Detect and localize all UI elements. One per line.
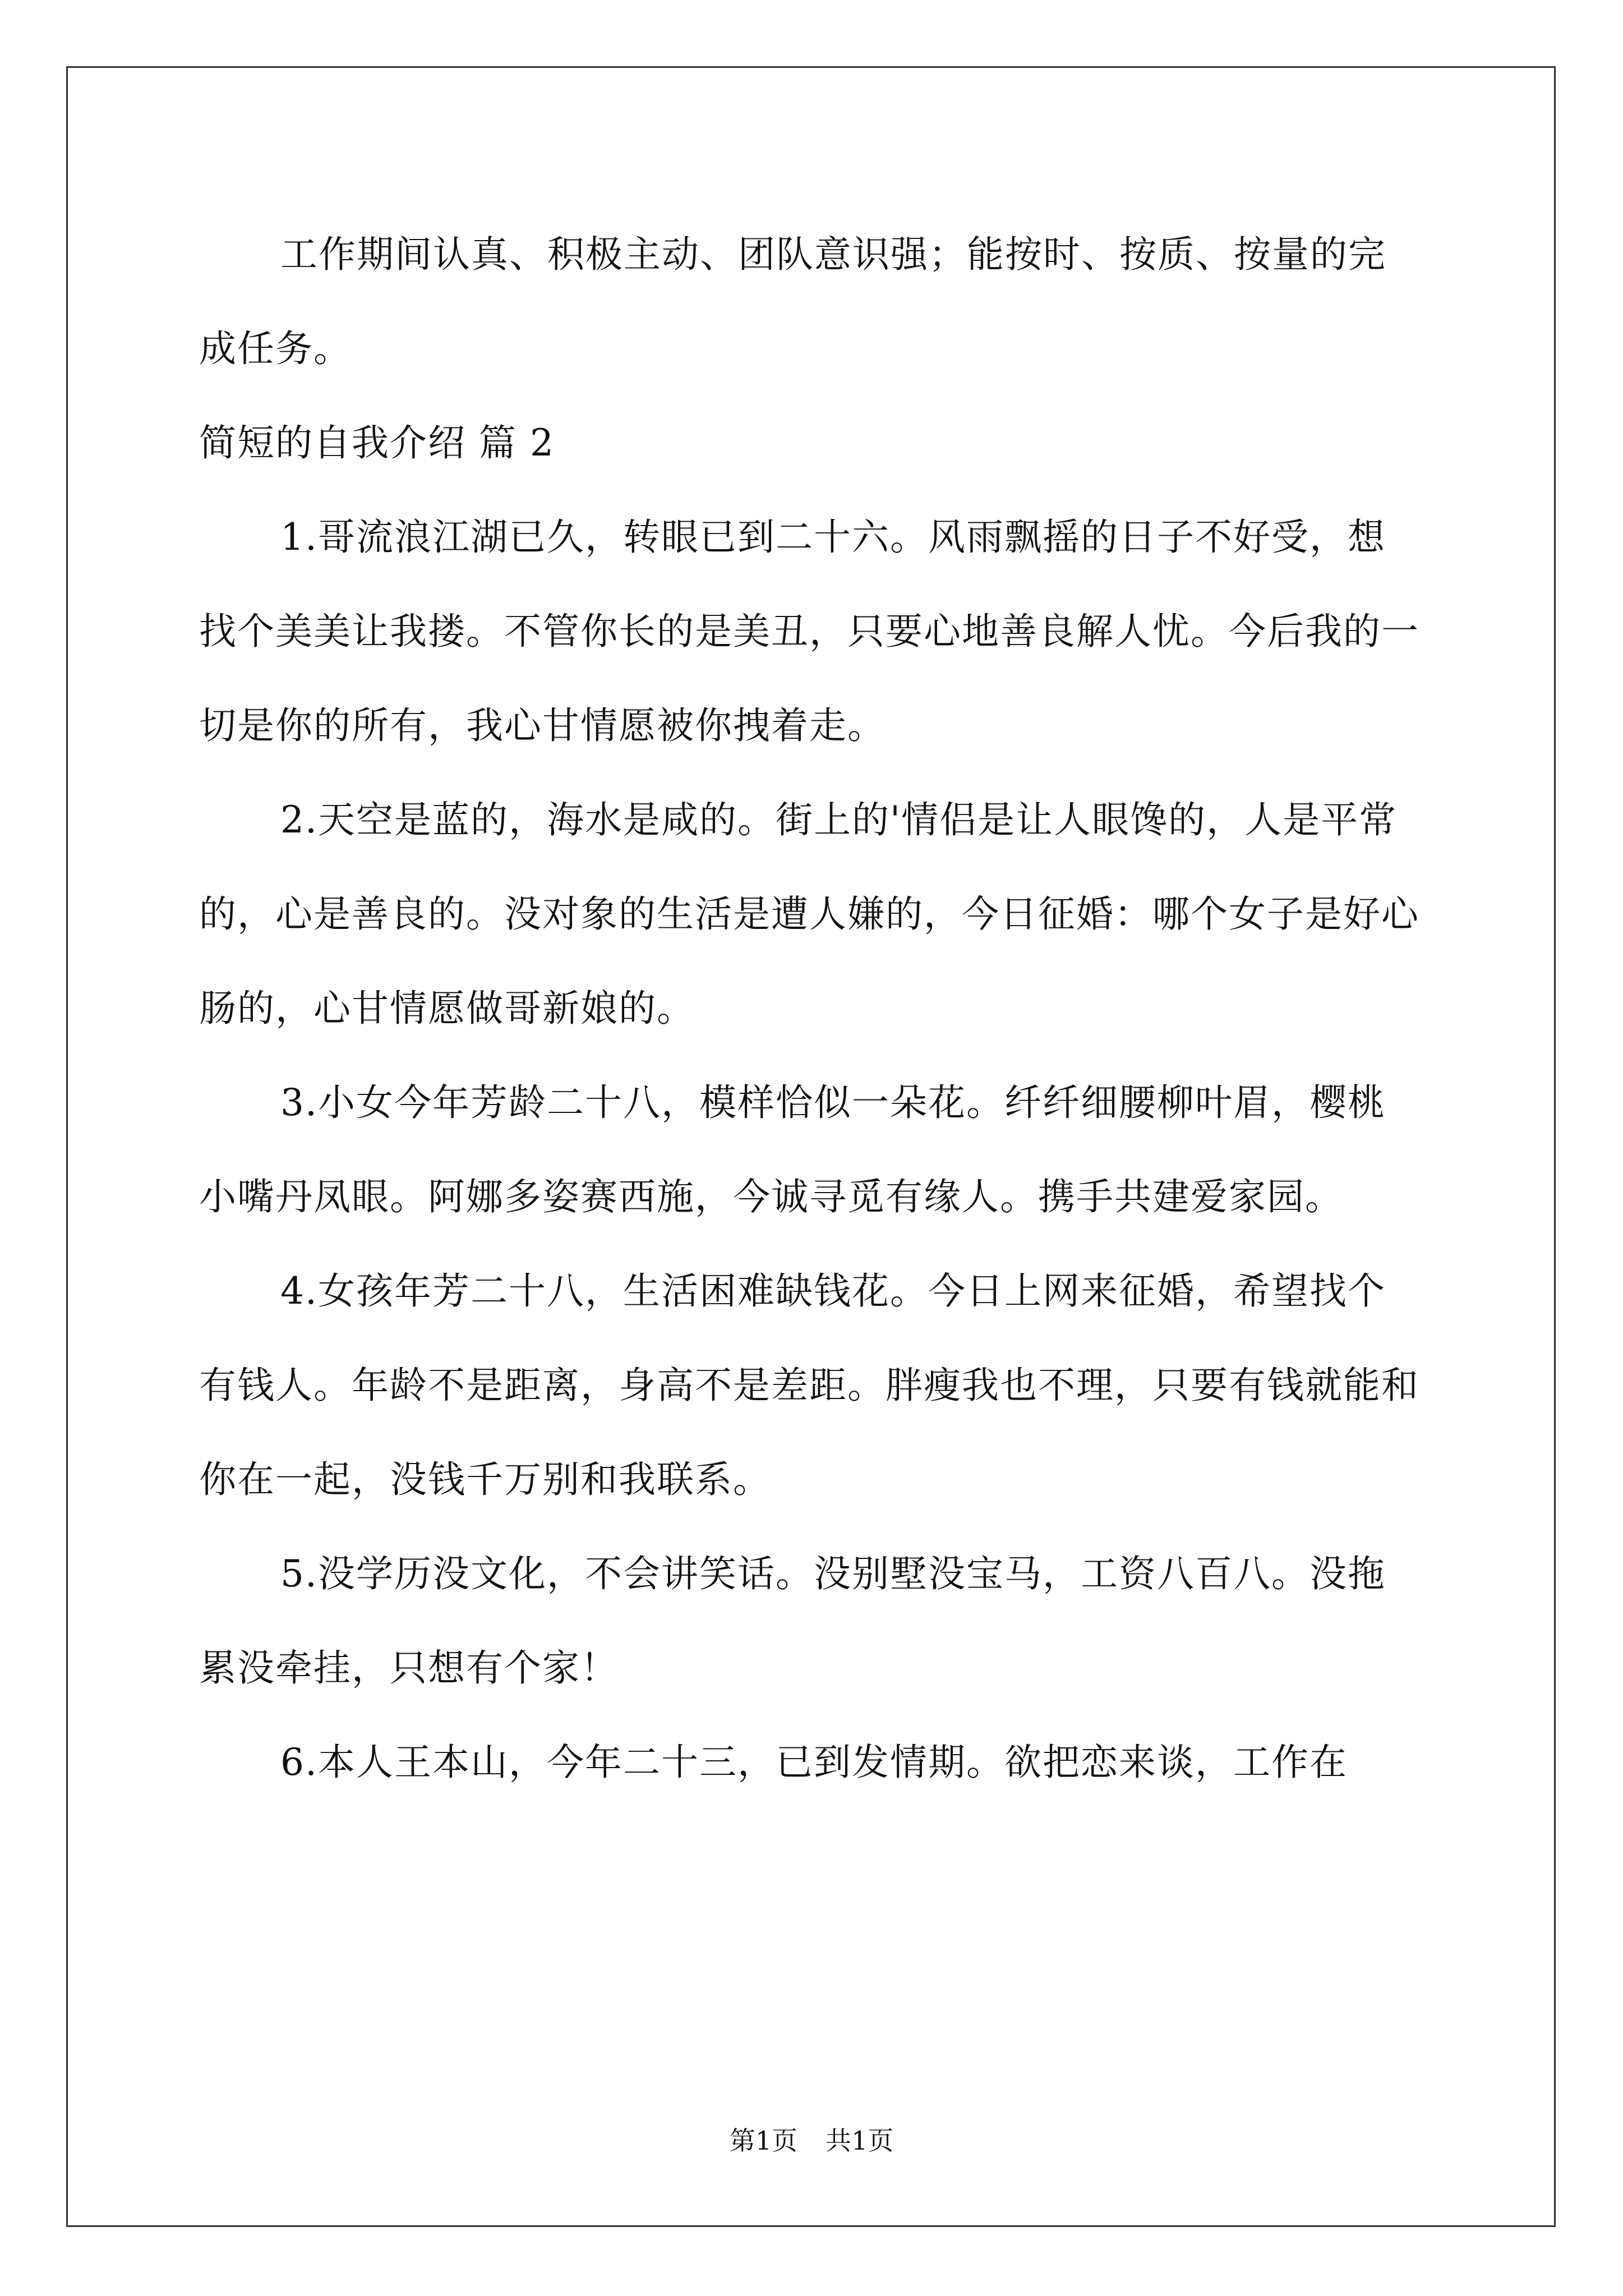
page-total: 共1页 [826,2125,894,2156]
list-item: 6.本人王本山，今年二十三，已到发情期。欲把恋来谈，工作在 [280,1741,1348,1784]
list-item: 1.哥流浪江湖已久，转眼已到二十六。风雨飘摇的日子不好受，想找个美美让我搂。不管你长的是美丑，只要心地善良解人忧。今后我的一切是你的所有，我心甘情愿被你拽着走。 [199,516,1419,747]
list-item: 3.小女今年芳龄二十八，模样恰似一朵花。纤纤细腰柳叶眉，樱桃小嘴丹凤眼。阿娜多姿赛西施，今诚寻觅有缘人。携手共建爱家园。 [199,1081,1386,1218]
page-number: 第1页 [729,2125,797,2156]
list-item: 5.没学历没文化，不会讲笑话。没别墅没宝马，工资八百八。没拖累没牵挂，只想有个家！ [199,1552,1386,1690]
paragraph-intro: 工作期间认真、积极主动、团队意识强；能按时、按质、按量的完成任务。 [199,233,1386,370]
list-item: 2.天空是蓝的，海水是咸的。街上的'情侣是让人眼馋的，人是平常的，心是善良的。没对象的生活是遭人嫌的，今日征婚：哪个女子是好心肠的，心甘情愿做哥新娘的。 [199,798,1419,1030]
section-heading: 简短的自我介绍 篇 2 [199,421,555,464]
list-item: 4.女孩年芳二十八，生活困难缺钱花。今日上网来征婚，希望找个有钱人。年龄不是距离，身高不是差距。胖瘦我也不理，只要有钱就能和你在一起，没钱千万别和我联系。 [199,1269,1419,1501]
document-body [199,208,1422,1810]
page-footer [0,2120,1623,2157]
